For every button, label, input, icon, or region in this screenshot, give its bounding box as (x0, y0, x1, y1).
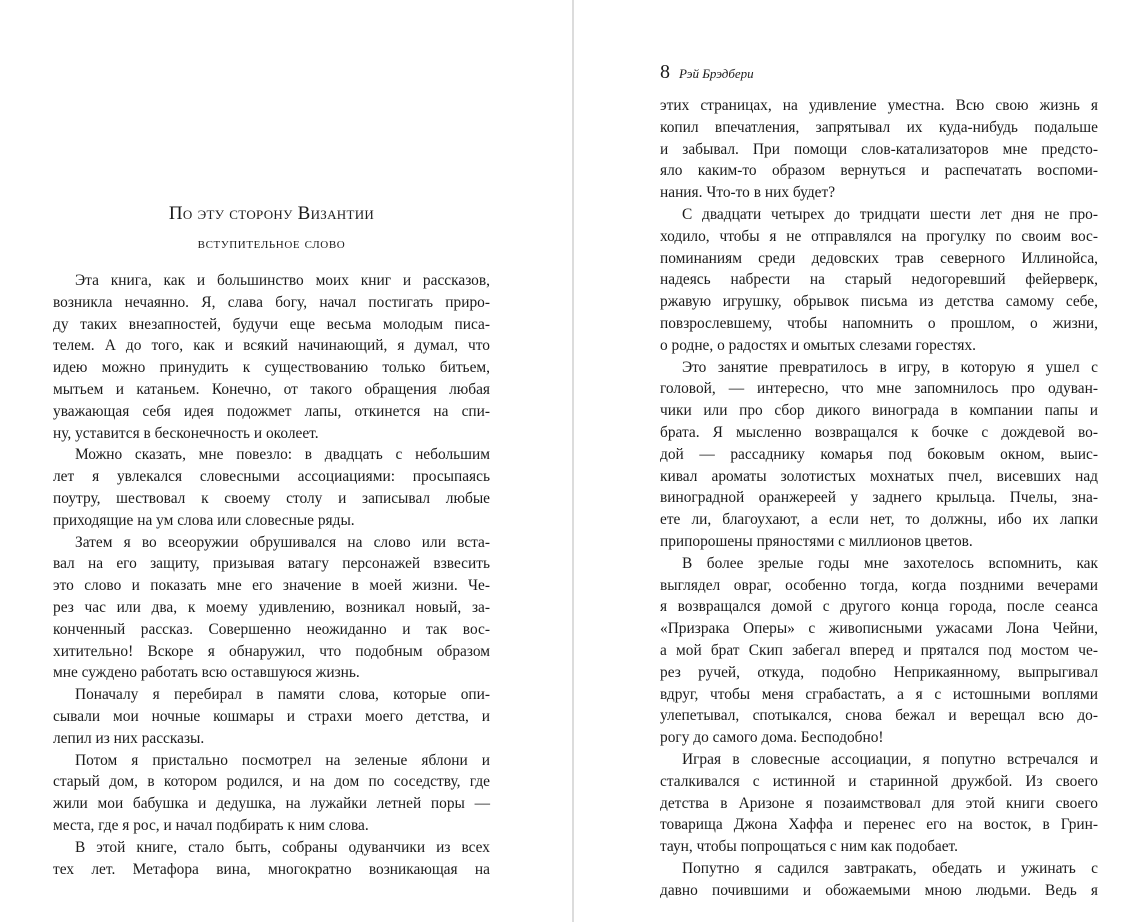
text-line: ржавую игрушку, обрывок письма из детства самому себе, (660, 293, 1098, 311)
text-line: детства в Аризоне я позаимствовал для этой книги своего (660, 794, 1098, 812)
text-line: это слово и показать мне его значение в моей жизни. Че- (53, 577, 490, 595)
text-line: копил впечатления, запрятывал их куда-нибудь подальше (660, 118, 1098, 136)
text-line: сталкивался с истинной и старинной дружбой. Из своего (660, 772, 1098, 790)
text-line: кивал ароматы золотистых мохнатых пчел, висевших над (660, 467, 1098, 485)
text-line: ходило, чтобы я не отправлялся на прогулку по своим вос- (660, 227, 1098, 245)
text-line: конченный рассказ. Совершенно неожиданно и так вос- (53, 620, 490, 638)
text-line: Можно сказать, мне повезло: в двадцать с небольшим (75, 446, 490, 464)
text-line: Эта книга, как и большинство моих книг и рассказов, (75, 272, 490, 289)
text-line: поминаниям среди дедовских трав северного Иллинойса, (660, 249, 1098, 267)
text-line: рез ручей, откуда, подобно Неприкаянному, выпрыгивал (660, 663, 1098, 681)
text-line: этих страницах, на удивление уместна. Всю свою жизнь я (660, 97, 1098, 114)
text-line: вал на его защиту, призывая ватагу персонажей взвесить (53, 555, 490, 573)
running-head-author: Рэй Брэдбери (679, 66, 754, 81)
text-line: яло каким-то образом вернуться и распечатать воспоми- (660, 162, 1098, 180)
text-line: Потом я пристально посмотрел на зеленые яблони и (75, 751, 490, 769)
text-line: тех лет. Метафора вина, многократно возникающая на (53, 860, 490, 878)
left-page (53, 0, 490, 922)
text-line: дой — рассаднику комарья под боковым окном, выис- (660, 445, 1098, 463)
text-line: я возвращался домой с другого конца города, после сеанса (660, 598, 1098, 616)
text-line: лепил из них рассказы. (53, 729, 205, 747)
text-line: надеясь набрести на старый недогоревший фейерверк, (660, 271, 1098, 289)
text-line: мне суждено работать всю оставшуюся жизнь. (53, 664, 360, 682)
text-line: Это занятие превратилось в игру, в которую я ушел с (682, 358, 1098, 376)
text-line: мытьем и катаньем. Конечно, от такого обращения любая (53, 380, 490, 398)
chapter-title: По эту сторону Византии (168, 203, 375, 224)
text-line: и забывал. При помощи слов-катализаторов мне предсто- (660, 140, 1098, 158)
text-line: повзрослевшему, чтобы напомнить о прошлом, о жизни, (660, 314, 1098, 332)
text-line: В этой книге, стало быть, собраны одуванчики из всех (75, 838, 490, 856)
text-line: нания. Что-то в них будет? (660, 184, 836, 202)
text-line: «Призрака Оперы» с живописными ужасами Лона Чейни, (660, 620, 1098, 638)
text-line: товарища Джона Хаффа и перенес его на восток, в Грин- (660, 816, 1098, 834)
text-line: улепетывал, спотыкался, снова бежал и верещал всю до- (660, 707, 1098, 725)
text-line: чики или про сбор дикого винограда в компании папы и (660, 402, 1098, 420)
text-line: рез час или два, к моему удивлению, возникал новый, за- (53, 598, 490, 616)
text-line: приходящие на ум слова или словесные ряды. (53, 511, 355, 529)
text-line: лет я увлекался словесными ассоциациями: просыпаясь (53, 468, 490, 486)
text-line: Попутно я садился завтракать, обедать и ужинать с (682, 859, 1098, 877)
text-line: С двадцати четырех до тридцати шести лет дня не про- (682, 205, 1098, 223)
text-line: вдруг, чтобы меня сграбастать, а я с истошными воплями (660, 685, 1098, 703)
text-line: уважающая себя идея подожмет лапы, откинется на спи- (53, 402, 490, 420)
text-line: Играя в словесные ассоциации, я попутно встречался и (682, 750, 1098, 768)
text-line: ете ли, благоухают, а если нет, то должны, ибо их лапки (660, 511, 1098, 529)
text-line: припорошены пряностями с миллионов цветов. (660, 532, 973, 550)
text-line: ду таких внезапностей, будучи еще весьма молодым писа- (53, 315, 490, 333)
text-line: о родне, о радостях и омытых слезами горестях. (660, 336, 976, 354)
text-line: Затем я во всеоружии обрушивался на слово или вста- (75, 533, 490, 551)
text-line: телем. А до того, как и всякий начинающий, я думал, что (53, 337, 490, 355)
right-page-body (660, 95, 1098, 901)
text-line: брата. Я мысленно возвращался к бочке с дождевой во- (660, 423, 1098, 441)
right-page (660, 0, 1098, 922)
text-line: таун, чтобы попрощаться с ним как подобает. (660, 838, 958, 856)
text-line: давно почившими и обожаемыми мною людьми. Ведь я (660, 881, 1098, 899)
text-line: хитительно! Вскоре я обнаружил, что подобным образом (53, 642, 490, 660)
text-line: сывали мои ночные кошмары и страхи моего детства, и (53, 707, 490, 725)
chapter-subtitle: вступительное слово (197, 236, 346, 252)
text-line: рогу до самого дома. Бесподобно! (660, 729, 884, 747)
running-head (660, 61, 754, 84)
text-line: а мой брат Скип забегал вперед и прятался под мостом че- (660, 641, 1098, 659)
page-gutter (572, 0, 574, 922)
text-line: В более зрелые годы мне захотелось вспомнить, как (682, 554, 1098, 572)
text-line: головой, — интересно, что мне запомнилось про одуван- (660, 380, 1098, 398)
text-line: поутру, шествовал к своему столу и записывал любые (53, 489, 490, 507)
text-line: старый дом, в котором родился, и на дом по соседству, где (53, 773, 490, 791)
text-line: Поначалу я перебирал в памяти слова, которые опи- (75, 686, 490, 704)
text-line: ну, уставится в бесконечность и околеет. (53, 424, 319, 442)
page-number: 8 (660, 61, 670, 83)
left-page-body (53, 270, 490, 880)
text-line: виноградной оранжереей у заднего крыльца. Пчелы, зна- (660, 489, 1098, 507)
text-line: идею можно принудить к существованию только битьем, (53, 359, 490, 377)
text-line: выглядел овраг, особенно тогда, когда поздними вечерами (660, 576, 1098, 594)
text-line: места, где я рос, и начал подбирать к ним слова. (53, 816, 369, 834)
text-line: возникла нечаянно. Я, слава богу, начал постигать приро- (53, 293, 490, 311)
text-line: жили мои бабушка и дедушка, на лужайки летней поры — (53, 795, 490, 813)
